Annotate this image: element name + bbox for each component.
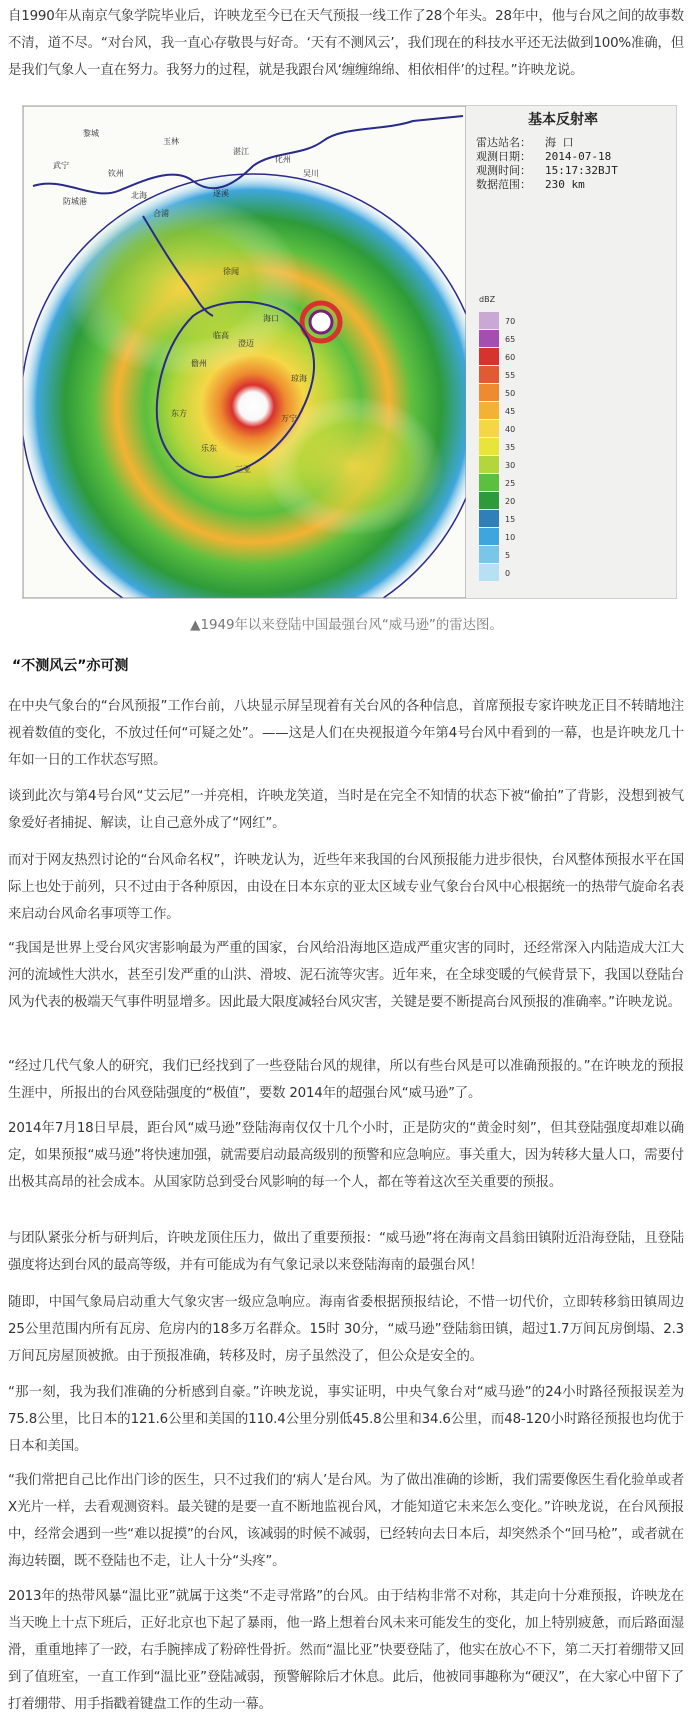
scale-label: 55 bbox=[505, 371, 516, 380]
paragraph: 与团队紧张分析与研判后，许映龙顶住压力，做出了重要预报：“威马逊”将在海南文昌翁田镇附近沿海登陆，且登陆强度将达到台风的最高等级，并有可能成为有气象记录以来登陆海南的最强台风！ bbox=[8, 1231, 684, 1273]
scale-swatch bbox=[479, 312, 499, 329]
place-label: 东方 bbox=[171, 409, 187, 418]
scale-label: 25 bbox=[505, 479, 516, 488]
scale-label: 50 bbox=[505, 389, 516, 398]
place-label: 防城港 bbox=[63, 197, 87, 206]
place-label: 黎城 bbox=[83, 129, 99, 138]
place-label: 武宁 bbox=[53, 161, 69, 170]
paragraph: “经过几代气象人的研究，我们已经找到了一些登陆台风的规律，所以有些台风是可以准确预报的。”在许映龙的预报生涯中，所报出的台风登陆强度的“极值”，要数 2014年的超强台风“威马逊”了。 bbox=[8, 1059, 684, 1101]
range-label: 数据范围： bbox=[476, 178, 531, 191]
radar-figure bbox=[22, 105, 677, 599]
place-label: 钦州 bbox=[108, 169, 124, 178]
scale-label: 20 bbox=[505, 497, 516, 506]
legend-unit: dBZ bbox=[479, 295, 496, 304]
place-label: 琼海 bbox=[291, 374, 307, 383]
place-label: 徐闻 bbox=[223, 267, 239, 276]
place-label: 乐东 bbox=[201, 444, 217, 453]
scale-label: 60 bbox=[505, 353, 516, 362]
scale-label: 15 bbox=[505, 515, 516, 524]
scale-swatch bbox=[479, 546, 499, 563]
scale-label: 10 bbox=[505, 533, 516, 542]
paragraph: 2013年的热带风暴“温比亚”就属于这类“不走寻常路”的台风。由于结构非常不对称，其走向十分难预报，许映龙在当天晚上十点下班后，正好北京也下起了暴雨，他一路上想着台风未来可能发生的变化，加上特别疲惫，而后路面湿滑，重重地摔了一跤，右手腕摔成了粉碎性骨折。然而“温比亚”快要登陆了，他实在放心不下，第二天打着绷带又回到了值班室，一直工作到“温比亚”登陆减弱，预警解除后才休息。此后，他被同事趣称为“硬汉”，在大家心中留下了打着绷带、用手指戳着键盘工作的生动一幕。 bbox=[8, 1589, 684, 1712]
place-label: 临高 bbox=[213, 331, 229, 340]
paragraph: 谈到此次与第4号台风“艾云尼”一并亮相，许映龙笑道，当时是在完全不知情的状态下被“偷拍”了背影，没想到被气象爱好者捕捉、解读，让自己意外成了“网红”。 bbox=[8, 789, 684, 831]
figure-caption: ▲1949年以来登陆中国最强台风“威马逊”的雷达图。 bbox=[190, 618, 503, 633]
paragraph: 随即，中国气象局启动重大气象灾害一级应急响应。海南省委根据预报结论，不惜一切代价，立即转移翁田镇周边25公里范围内所有瓦房、危房内的18多万名群众。15时 30分，“威马逊”登陆翁田镇，超过1.7万间瓦房倒塌、2.3万间瓦房屋顶被掀。由于预报准确，转移及时，房子虽然没了，但公众是安全的。 bbox=[8, 1295, 684, 1364]
place-label: 儋州 bbox=[191, 359, 207, 368]
place-label: 湛江 bbox=[233, 147, 249, 156]
scale-swatch bbox=[479, 528, 499, 545]
scale-swatch bbox=[479, 456, 499, 473]
station-label: 雷达站名： bbox=[476, 136, 531, 149]
typhoon-eye bbox=[310, 311, 332, 333]
scale-label: 5 bbox=[505, 551, 511, 560]
place-label: 玉林 bbox=[163, 137, 179, 146]
paragraph: “我国是世界上受台风灾害影响最为严重的国家，台风给沿海地区造成严重灾害的同时，还经常深入内陆造成大江大河的流域性大洪水，甚至引发严重的山洪、滑坡、泥石流等灾害。近年来，在全球变暖的气候背景下，我国以登陆台风为代表的极端天气事件明显增多。因此最大限度减轻台风灾害，关键是要不断提高台风预报的准确率。”许映龙说。 bbox=[8, 941, 684, 1010]
rainband bbox=[63, 196, 303, 376]
scale-swatch bbox=[479, 438, 499, 455]
scale-swatch bbox=[479, 384, 499, 401]
place-label: 化州 bbox=[275, 155, 291, 164]
scale-swatch bbox=[479, 564, 499, 581]
scale-label: 40 bbox=[505, 425, 516, 434]
place-label: 遂溪 bbox=[213, 189, 229, 198]
scale-label: 70 bbox=[505, 317, 516, 326]
date-value: 2014-07-18 bbox=[545, 150, 612, 163]
paragraph: 在中央气象台的“台风预报”工作台前，八块显示屏呈现着有关台风的各种信息，首席预报专家许映龙正目不转睛地注视着数值的变化，不放过任何“可疑之处”。——这是人们在央视报道今年第4号台风中看到的一幕，也是许映龙几十年如一日的工作状态写照。 bbox=[8, 699, 684, 768]
date-label: 观测日期： bbox=[476, 150, 531, 163]
scale-swatch bbox=[479, 492, 499, 509]
scale-swatch bbox=[479, 348, 499, 365]
time-label: 观测时间： bbox=[476, 164, 531, 177]
station-value: 海 口 bbox=[545, 136, 574, 149]
scale-swatch bbox=[479, 420, 499, 437]
paragraph: “那一刻，我为我们准确的分析感到自豪。”许映龙说，事实证明，中央气象台对“威马逊”的24小时路径预报误差为75.8公里，比日本的121.6公里和美国的110.4公里分别低45.8公里和34.6公里，而48-120小时路径预报也均优于日本和美国。 bbox=[8, 1385, 684, 1454]
section-heading: “不测风云”亦可测 bbox=[12, 658, 129, 674]
scale-swatch bbox=[479, 510, 499, 527]
paragraph: 2014年7月18日早晨，距台风“威马逊”登陆海南仅仅十几个小时，正是防灾的“黄金时刻”，但其登陆强度却难以确定，如果预报“威马逊”将快速加强，就需要启动最高级别的预警和应急响应。事关重大，因为转移大量人口，需要付出极其高昂的社会成本。从国家防总到受台风影响的每一个人，都在等着这次至关重要的预报。 bbox=[8, 1121, 684, 1190]
scale-label: 35 bbox=[505, 443, 516, 452]
color-scale bbox=[479, 312, 515, 581]
place-label: 合浦 bbox=[153, 209, 169, 218]
paragraph: 而对于网友热烈讨论的“台风命名权”，许映龙认为，近些年来我国的台风预报能力进步很快，台风整体预报水平在国际上也处于前列，只不过由于各种原因，由设在日本东京的亚太区域专业气象台台风中心根据统一的热带气旋命名表来启动台风命名事项等工作。 bbox=[8, 853, 684, 922]
place-label: 三亚 bbox=[235, 465, 251, 474]
scale-label: 0 bbox=[505, 569, 511, 578]
scale-swatch bbox=[479, 402, 499, 419]
scale-label: 65 bbox=[505, 335, 516, 344]
range-value: 230 km bbox=[545, 178, 585, 191]
scale-label: 45 bbox=[505, 407, 516, 416]
place-label: 海口 bbox=[263, 314, 279, 323]
paragraph: 自1990年从南京气象学院毕业后，许映龙至今已在天气预报一线工作了28个年头。28年中，他与台风之间的故事数不清，道不尽。“对台风，我一直心存敬畏与好奇。‘天有不测风云’，我们现在的科技水平还无法做到100%准确，但是我们气象人一直在努力。我努力的过程，就是我跟台风‘缠缠绵绵、相依相伴’的过程。”许映龙说。 bbox=[8, 9, 684, 78]
legend-title: 基本反射率 bbox=[528, 113, 598, 128]
scale-swatch bbox=[479, 330, 499, 347]
radar-image bbox=[23, 106, 676, 598]
scale-swatch bbox=[479, 366, 499, 383]
place-label: 万宁 bbox=[281, 414, 297, 423]
time-value: 15:17:32BJT bbox=[545, 164, 618, 177]
place-label: 澄迈 bbox=[238, 339, 254, 348]
place-label: 吴川 bbox=[303, 169, 319, 178]
paragraph: “我们常把自己比作出门诊的医生，只不过我们的‘病人’是台风。为了做出准确的诊断，我们需要像医生看化验单或者X光片一样，去看观测资料。最关键的是要一直不断地监视台风，才能知道它未来怎么变化。”许映龙说，在台风预报中，经常会遇到一些“难以捉摸”的台风，该减弱的时候不减弱，已经转向去日本后，却突然杀个“回马枪”，或者就在海边转圈，既不登陆也不走，让人十分“头疼”。 bbox=[8, 1473, 684, 1569]
place-label: 北海 bbox=[131, 191, 147, 200]
scale-label: 30 bbox=[505, 461, 516, 470]
scale-swatch bbox=[479, 474, 499, 491]
